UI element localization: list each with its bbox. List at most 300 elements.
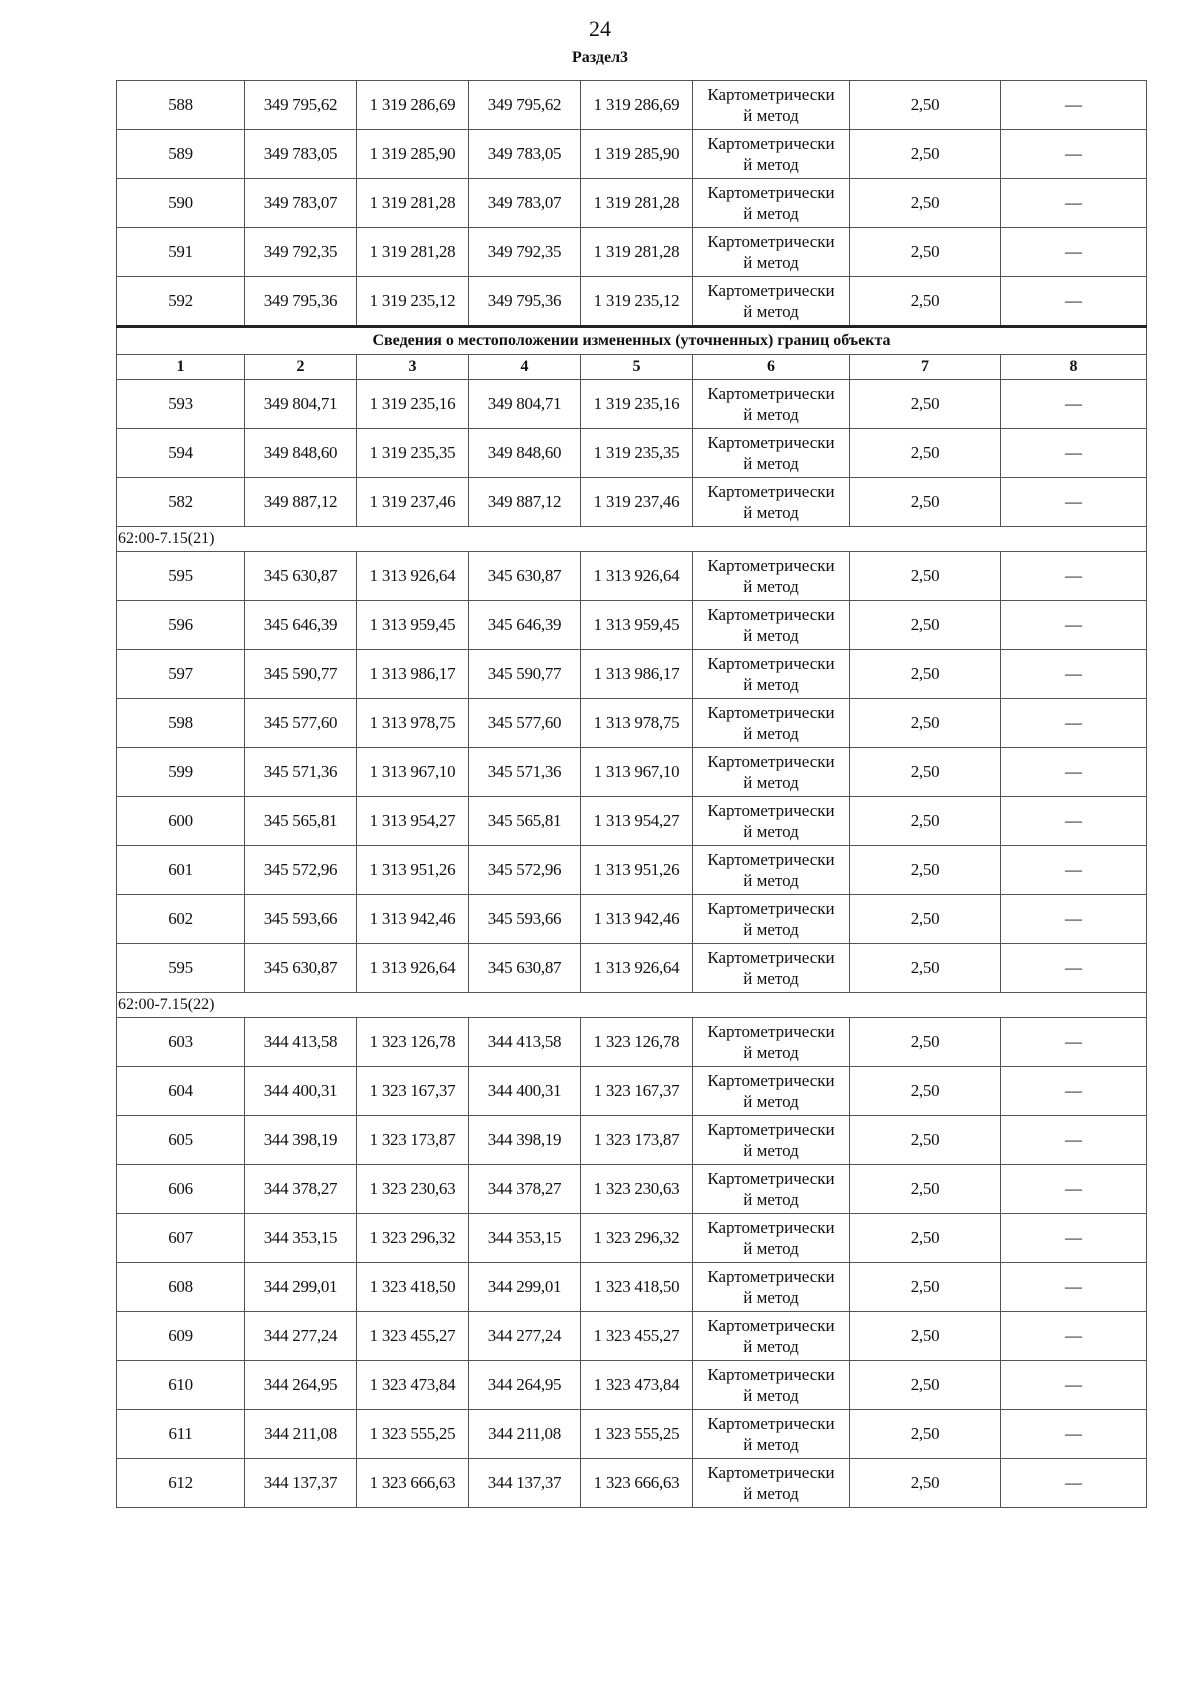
y-existing-cell: 1 323 173,87 <box>357 1116 469 1165</box>
method-text-line1: Картометрически <box>707 801 835 820</box>
point-number-cell: 594 <box>117 429 245 478</box>
description-cell: — <box>1001 277 1147 327</box>
method-cell <box>693 895 850 944</box>
column-number: 8 <box>1001 355 1147 380</box>
accuracy-cell: 2,50 <box>850 1067 1001 1116</box>
table-row <box>117 1459 1147 1508</box>
description-cell: — <box>1001 380 1147 429</box>
column-number: 2 <box>245 355 357 380</box>
point-number-cell: 602 <box>117 895 245 944</box>
x-refined-cell: 349 795,62 <box>469 81 581 130</box>
point-number-cell: 606 <box>117 1165 245 1214</box>
accuracy-cell: 2,50 <box>850 846 1001 895</box>
x-refined-cell: 344 211,08 <box>469 1410 581 1459</box>
description-cell: — <box>1001 179 1147 228</box>
description-cell: — <box>1001 895 1147 944</box>
x-refined-cell: 349 783,05 <box>469 130 581 179</box>
method-text-line2: й метод <box>743 302 799 321</box>
method-text-line2: й метод <box>743 871 799 890</box>
section-heading: Сведения о местоположении измененных (уточненных) границ объекта <box>117 327 1147 355</box>
x-existing-cell: 349 795,62 <box>245 81 357 130</box>
method-cell <box>693 1459 850 1508</box>
method-cell <box>693 1361 850 1410</box>
point-number-cell: 582 <box>117 478 245 527</box>
method-cell <box>693 1214 850 1263</box>
x-refined-cell: 344 299,01 <box>469 1263 581 1312</box>
method-text-line1: Картометрически <box>707 850 835 869</box>
x-existing-cell: 344 264,95 <box>245 1361 357 1410</box>
method-text-line1: Картометрически <box>707 948 835 967</box>
y-refined-cell: 1 313 959,45 <box>581 601 693 650</box>
accuracy-cell: 2,50 <box>850 699 1001 748</box>
description-cell: — <box>1001 1312 1147 1361</box>
x-refined-cell: 345 565,81 <box>469 797 581 846</box>
method-cell <box>693 478 850 527</box>
method-text-line2: й метод <box>743 1141 799 1160</box>
x-refined-cell: 344 378,27 <box>469 1165 581 1214</box>
description-cell: — <box>1001 601 1147 650</box>
column-number: 4 <box>469 355 581 380</box>
x-refined-cell: 349 804,71 <box>469 380 581 429</box>
x-refined-cell: 344 353,15 <box>469 1214 581 1263</box>
point-number-cell: 590 <box>117 179 245 228</box>
x-refined-cell: 345 593,66 <box>469 895 581 944</box>
page-number: 24 <box>589 16 611 41</box>
y-existing-cell: 1 319 286,69 <box>357 81 469 130</box>
description-cell: — <box>1001 1410 1147 1459</box>
table-row <box>117 944 1147 993</box>
method-text-line1: Картометрически <box>707 556 835 575</box>
method-cell <box>693 130 850 179</box>
method-text-line1: Картометрически <box>707 1316 835 1335</box>
method-text-line1: Картометрически <box>707 1365 835 1384</box>
y-refined-cell: 1 319 235,12 <box>581 277 693 327</box>
contour-label-row <box>117 527 1147 552</box>
y-existing-cell: 1 313 959,45 <box>357 601 469 650</box>
method-cell <box>693 846 850 895</box>
y-existing-cell: 1 313 954,27 <box>357 797 469 846</box>
table-row <box>117 601 1147 650</box>
description-cell: — <box>1001 1459 1147 1508</box>
method-text-line2: й метод <box>743 454 799 473</box>
method-text-line1: Картометрически <box>707 433 835 452</box>
point-number-cell: 597 <box>117 650 245 699</box>
point-number-cell: 612 <box>117 1459 245 1508</box>
y-refined-cell: 1 323 296,32 <box>581 1214 693 1263</box>
y-refined-cell: 1 319 286,69 <box>581 81 693 130</box>
method-text-line2: й метод <box>743 106 799 125</box>
accuracy-cell: 2,50 <box>850 1165 1001 1214</box>
x-existing-cell: 344 413,58 <box>245 1018 357 1067</box>
y-existing-cell: 1 323 126,78 <box>357 1018 469 1067</box>
x-refined-cell: 349 792,35 <box>469 228 581 277</box>
y-refined-cell: 1 323 230,63 <box>581 1165 693 1214</box>
method-text-line2: й метод <box>743 920 799 939</box>
method-cell <box>693 81 850 130</box>
x-existing-cell: 345 572,96 <box>245 846 357 895</box>
accuracy-cell: 2,50 <box>850 944 1001 993</box>
method-text-line2: й метод <box>743 1484 799 1503</box>
table-row <box>117 699 1147 748</box>
accuracy-cell: 2,50 <box>850 1263 1001 1312</box>
method-text-line2: й метод <box>743 1337 799 1356</box>
description-cell: — <box>1001 699 1147 748</box>
method-cell <box>693 748 850 797</box>
method-text-line2: й метод <box>743 675 799 694</box>
accuracy-cell: 2,50 <box>850 1361 1001 1410</box>
method-text-line2: й метод <box>743 204 799 223</box>
y-existing-cell: 1 323 455,27 <box>357 1312 469 1361</box>
x-existing-cell: 345 565,81 <box>245 797 357 846</box>
table-row <box>117 81 1147 130</box>
method-text-line2: й метод <box>743 155 799 174</box>
point-number-cell: 592 <box>117 277 245 327</box>
point-number-cell: 601 <box>117 846 245 895</box>
point-number-cell: 607 <box>117 1214 245 1263</box>
accuracy-cell: 2,50 <box>850 478 1001 527</box>
x-refined-cell: 344 264,95 <box>469 1361 581 1410</box>
table-row <box>117 1067 1147 1116</box>
method-cell <box>693 1410 850 1459</box>
point-number-cell: 611 <box>117 1410 245 1459</box>
x-existing-cell: 345 571,36 <box>245 748 357 797</box>
accuracy-cell: 2,50 <box>850 1018 1001 1067</box>
method-cell <box>693 1067 850 1116</box>
method-text-line2: й метод <box>743 405 799 424</box>
x-refined-cell: 345 646,39 <box>469 601 581 650</box>
method-text-line2: й метод <box>743 1239 799 1258</box>
x-refined-cell: 344 277,24 <box>469 1312 581 1361</box>
y-existing-cell: 1 313 986,17 <box>357 650 469 699</box>
method-cell <box>693 650 850 699</box>
point-number-cell: 608 <box>117 1263 245 1312</box>
description-cell: — <box>1001 1067 1147 1116</box>
method-text-line2: й метод <box>743 1288 799 1307</box>
method-cell <box>693 797 850 846</box>
y-existing-cell: 1 323 666,63 <box>357 1459 469 1508</box>
y-existing-cell: 1 323 473,84 <box>357 1361 469 1410</box>
x-refined-cell: 344 398,19 <box>469 1116 581 1165</box>
table-row <box>117 552 1147 601</box>
x-existing-cell: 344 137,37 <box>245 1459 357 1508</box>
y-refined-cell: 1 323 555,25 <box>581 1410 693 1459</box>
point-number-cell: 595 <box>117 944 245 993</box>
method-text-line1: Картометрически <box>707 1120 835 1139</box>
y-refined-cell: 1 313 954,27 <box>581 797 693 846</box>
x-existing-cell: 344 378,27 <box>245 1165 357 1214</box>
method-text-line1: Картометрически <box>707 1414 835 1433</box>
accuracy-cell: 2,50 <box>850 650 1001 699</box>
method-text-line1: Картометрически <box>707 1071 835 1090</box>
x-existing-cell: 349 795,36 <box>245 277 357 327</box>
x-existing-cell: 345 646,39 <box>245 601 357 650</box>
method-text-line1: Картометрически <box>707 482 835 501</box>
table-row <box>117 380 1147 429</box>
contour-label-row <box>117 993 1147 1018</box>
method-cell <box>693 699 850 748</box>
y-existing-cell: 1 319 281,28 <box>357 228 469 277</box>
y-refined-cell: 1 319 281,28 <box>581 179 693 228</box>
table-row <box>117 1361 1147 1410</box>
point-number-cell: 591 <box>117 228 245 277</box>
point-number-cell: 599 <box>117 748 245 797</box>
accuracy-cell: 2,50 <box>850 429 1001 478</box>
y-existing-cell: 1 313 978,75 <box>357 699 469 748</box>
y-existing-cell: 1 323 555,25 <box>357 1410 469 1459</box>
point-number-cell: 598 <box>117 699 245 748</box>
accuracy-cell: 2,50 <box>850 797 1001 846</box>
x-existing-cell: 344 277,24 <box>245 1312 357 1361</box>
method-text-line2: й метод <box>743 253 799 272</box>
method-cell <box>693 429 850 478</box>
method-text-line2: й метод <box>743 1043 799 1062</box>
y-existing-cell: 1 319 235,12 <box>357 277 469 327</box>
method-text-line1: Картометрически <box>707 281 835 300</box>
table-row <box>117 228 1147 277</box>
table-row <box>117 846 1147 895</box>
x-refined-cell: 349 887,12 <box>469 478 581 527</box>
method-text-line2: й метод <box>743 822 799 841</box>
description-cell: — <box>1001 130 1147 179</box>
y-refined-cell: 1 313 986,17 <box>581 650 693 699</box>
x-refined-cell: 349 795,36 <box>469 277 581 327</box>
x-existing-cell: 344 398,19 <box>245 1116 357 1165</box>
method-text-line1: Картометрически <box>707 703 835 722</box>
x-existing-cell: 344 211,08 <box>245 1410 357 1459</box>
contour-label: 62:00-7.15(22) <box>117 993 1147 1018</box>
y-existing-cell: 1 319 237,46 <box>357 478 469 527</box>
y-refined-cell: 1 319 281,28 <box>581 228 693 277</box>
y-existing-cell: 1 319 285,90 <box>357 130 469 179</box>
point-number-cell: 593 <box>117 380 245 429</box>
method-text-line1: Картометрически <box>707 1463 835 1482</box>
table-row <box>117 748 1147 797</box>
y-refined-cell: 1 313 926,64 <box>581 944 693 993</box>
method-text-line2: й метод <box>743 503 799 522</box>
description-cell: — <box>1001 81 1147 130</box>
accuracy-cell: 2,50 <box>850 277 1001 327</box>
description-cell: — <box>1001 1263 1147 1312</box>
x-existing-cell: 345 630,87 <box>245 552 357 601</box>
accuracy-cell: 2,50 <box>850 1312 1001 1361</box>
method-text-line2: й метод <box>743 1092 799 1111</box>
description-cell: — <box>1001 478 1147 527</box>
table-row <box>117 895 1147 944</box>
accuracy-cell: 2,50 <box>850 552 1001 601</box>
x-existing-cell: 345 577,60 <box>245 699 357 748</box>
x-existing-cell: 349 792,35 <box>245 228 357 277</box>
y-existing-cell: 1 313 942,46 <box>357 895 469 944</box>
method-text-line2: й метод <box>743 724 799 743</box>
column-number-row <box>117 355 1147 380</box>
y-existing-cell: 1 323 296,32 <box>357 1214 469 1263</box>
y-refined-cell: 1 313 951,26 <box>581 846 693 895</box>
method-cell <box>693 1312 850 1361</box>
x-refined-cell: 345 630,87 <box>469 552 581 601</box>
accuracy-cell: 2,50 <box>850 179 1001 228</box>
x-refined-cell: 344 413,58 <box>469 1018 581 1067</box>
x-refined-cell: 349 783,07 <box>469 179 581 228</box>
y-refined-cell: 1 319 235,35 <box>581 429 693 478</box>
description-cell: — <box>1001 846 1147 895</box>
method-text-line1: Картометрически <box>707 1169 835 1188</box>
table-row <box>117 1312 1147 1361</box>
x-existing-cell: 344 353,15 <box>245 1214 357 1263</box>
y-existing-cell: 1 313 967,10 <box>357 748 469 797</box>
section-title: Раздел3 <box>571 49 629 66</box>
method-text-line2: й метод <box>743 1435 799 1454</box>
y-existing-cell: 1 323 230,63 <box>357 1165 469 1214</box>
accuracy-cell: 2,50 <box>850 130 1001 179</box>
point-number-cell: 595 <box>117 552 245 601</box>
method-text-line1: Картометрически <box>707 232 835 251</box>
x-refined-cell: 349 848,60 <box>469 429 581 478</box>
y-refined-cell: 1 313 926,64 <box>581 552 693 601</box>
method-text-line1: Картометрически <box>707 1218 835 1237</box>
method-text-line1: Картометрически <box>707 605 835 624</box>
method-text-line1: Картометрически <box>707 752 835 771</box>
x-existing-cell: 344 400,31 <box>245 1067 357 1116</box>
table-row <box>117 1116 1147 1165</box>
point-number-cell: 603 <box>117 1018 245 1067</box>
x-refined-cell: 344 137,37 <box>469 1459 581 1508</box>
y-existing-cell: 1 323 418,50 <box>357 1263 469 1312</box>
point-number-cell: 610 <box>117 1361 245 1410</box>
column-number: 1 <box>117 355 245 380</box>
method-text-line1: Картометрически <box>707 899 835 918</box>
method-text-line2: й метод <box>743 1386 799 1405</box>
x-refined-cell: 345 590,77 <box>469 650 581 699</box>
y-existing-cell: 1 313 926,64 <box>357 944 469 993</box>
method-cell <box>693 277 850 327</box>
description-cell: — <box>1001 429 1147 478</box>
accuracy-cell: 2,50 <box>850 1459 1001 1508</box>
method-cell <box>693 1263 850 1312</box>
y-refined-cell: 1 323 173,87 <box>581 1116 693 1165</box>
table-row <box>117 1018 1147 1067</box>
column-number: 7 <box>850 355 1001 380</box>
method-cell <box>693 380 850 429</box>
description-cell: — <box>1001 1116 1147 1165</box>
description-cell: — <box>1001 1361 1147 1410</box>
y-refined-cell: 1 323 473,84 <box>581 1361 693 1410</box>
method-cell <box>693 179 850 228</box>
x-existing-cell: 349 887,12 <box>245 478 357 527</box>
x-refined-cell: 345 577,60 <box>469 699 581 748</box>
accuracy-cell: 2,50 <box>850 380 1001 429</box>
method-cell <box>693 552 850 601</box>
table-row <box>117 1263 1147 1312</box>
x-existing-cell: 349 804,71 <box>245 380 357 429</box>
y-refined-cell: 1 323 418,50 <box>581 1263 693 1312</box>
description-cell: — <box>1001 1214 1147 1263</box>
y-refined-cell: 1 323 167,37 <box>581 1067 693 1116</box>
table-row <box>117 130 1147 179</box>
accuracy-cell: 2,50 <box>850 81 1001 130</box>
description-cell: — <box>1001 1165 1147 1214</box>
table-row <box>117 277 1147 327</box>
table-row <box>117 1410 1147 1459</box>
accuracy-cell: 2,50 <box>850 1116 1001 1165</box>
method-text-line1: Картометрически <box>707 134 835 153</box>
y-refined-cell: 1 319 235,16 <box>581 380 693 429</box>
y-existing-cell: 1 319 235,16 <box>357 380 469 429</box>
method-text-line1: Картометрически <box>707 183 835 202</box>
section-heading-row <box>117 327 1147 355</box>
y-refined-cell: 1 323 126,78 <box>581 1018 693 1067</box>
column-number: 6 <box>693 355 850 380</box>
x-existing-cell: 345 630,87 <box>245 944 357 993</box>
x-existing-cell: 349 848,60 <box>245 429 357 478</box>
method-text-line1: Картометрически <box>707 654 835 673</box>
table-row <box>117 429 1147 478</box>
point-number-cell: 604 <box>117 1067 245 1116</box>
point-number-cell: 588 <box>117 81 245 130</box>
description-cell: — <box>1001 944 1147 993</box>
x-refined-cell: 345 572,96 <box>469 846 581 895</box>
table-row <box>117 1214 1147 1263</box>
table-row <box>117 478 1147 527</box>
column-number: 3 <box>357 355 469 380</box>
contour-label: 62:00-7.15(21) <box>117 527 1147 552</box>
x-refined-cell: 344 400,31 <box>469 1067 581 1116</box>
method-text-line2: й метод <box>743 773 799 792</box>
point-number-cell: 596 <box>117 601 245 650</box>
accuracy-cell: 2,50 <box>850 895 1001 944</box>
method-text-line2: й метод <box>743 626 799 645</box>
table-row <box>117 179 1147 228</box>
method-text-line1: Картометрически <box>707 384 835 403</box>
y-existing-cell: 1 313 926,64 <box>357 552 469 601</box>
accuracy-cell: 2,50 <box>850 228 1001 277</box>
coordinates-table <box>116 80 1147 1508</box>
table-row <box>117 797 1147 846</box>
accuracy-cell: 2,50 <box>850 748 1001 797</box>
y-refined-cell: 1 319 237,46 <box>581 478 693 527</box>
accuracy-cell: 2,50 <box>850 1214 1001 1263</box>
x-existing-cell: 349 783,05 <box>245 130 357 179</box>
y-refined-cell: 1 323 666,63 <box>581 1459 693 1508</box>
table-body <box>117 81 1147 1508</box>
column-number: 5 <box>581 355 693 380</box>
description-cell: — <box>1001 650 1147 699</box>
x-refined-cell: 345 571,36 <box>469 748 581 797</box>
y-refined-cell: 1 319 285,90 <box>581 130 693 179</box>
description-cell: — <box>1001 1018 1147 1067</box>
x-existing-cell: 349 783,07 <box>245 179 357 228</box>
table-row <box>117 1165 1147 1214</box>
y-existing-cell: 1 313 951,26 <box>357 846 469 895</box>
accuracy-cell: 2,50 <box>850 1410 1001 1459</box>
point-number-cell: 589 <box>117 130 245 179</box>
x-existing-cell: 345 593,66 <box>245 895 357 944</box>
description-cell: — <box>1001 228 1147 277</box>
method-text-line2: й метод <box>743 1190 799 1209</box>
y-refined-cell: 1 313 978,75 <box>581 699 693 748</box>
method-cell <box>693 601 850 650</box>
point-number-cell: 609 <box>117 1312 245 1361</box>
x-existing-cell: 344 299,01 <box>245 1263 357 1312</box>
point-number-cell: 605 <box>117 1116 245 1165</box>
method-cell <box>693 1165 850 1214</box>
x-refined-cell: 345 630,87 <box>469 944 581 993</box>
method-text-line1: Картометрически <box>707 1022 835 1041</box>
y-existing-cell: 1 319 235,35 <box>357 429 469 478</box>
description-cell: — <box>1001 748 1147 797</box>
method-cell <box>693 228 850 277</box>
y-refined-cell: 1 313 967,10 <box>581 748 693 797</box>
method-text-line2: й метод <box>743 577 799 596</box>
